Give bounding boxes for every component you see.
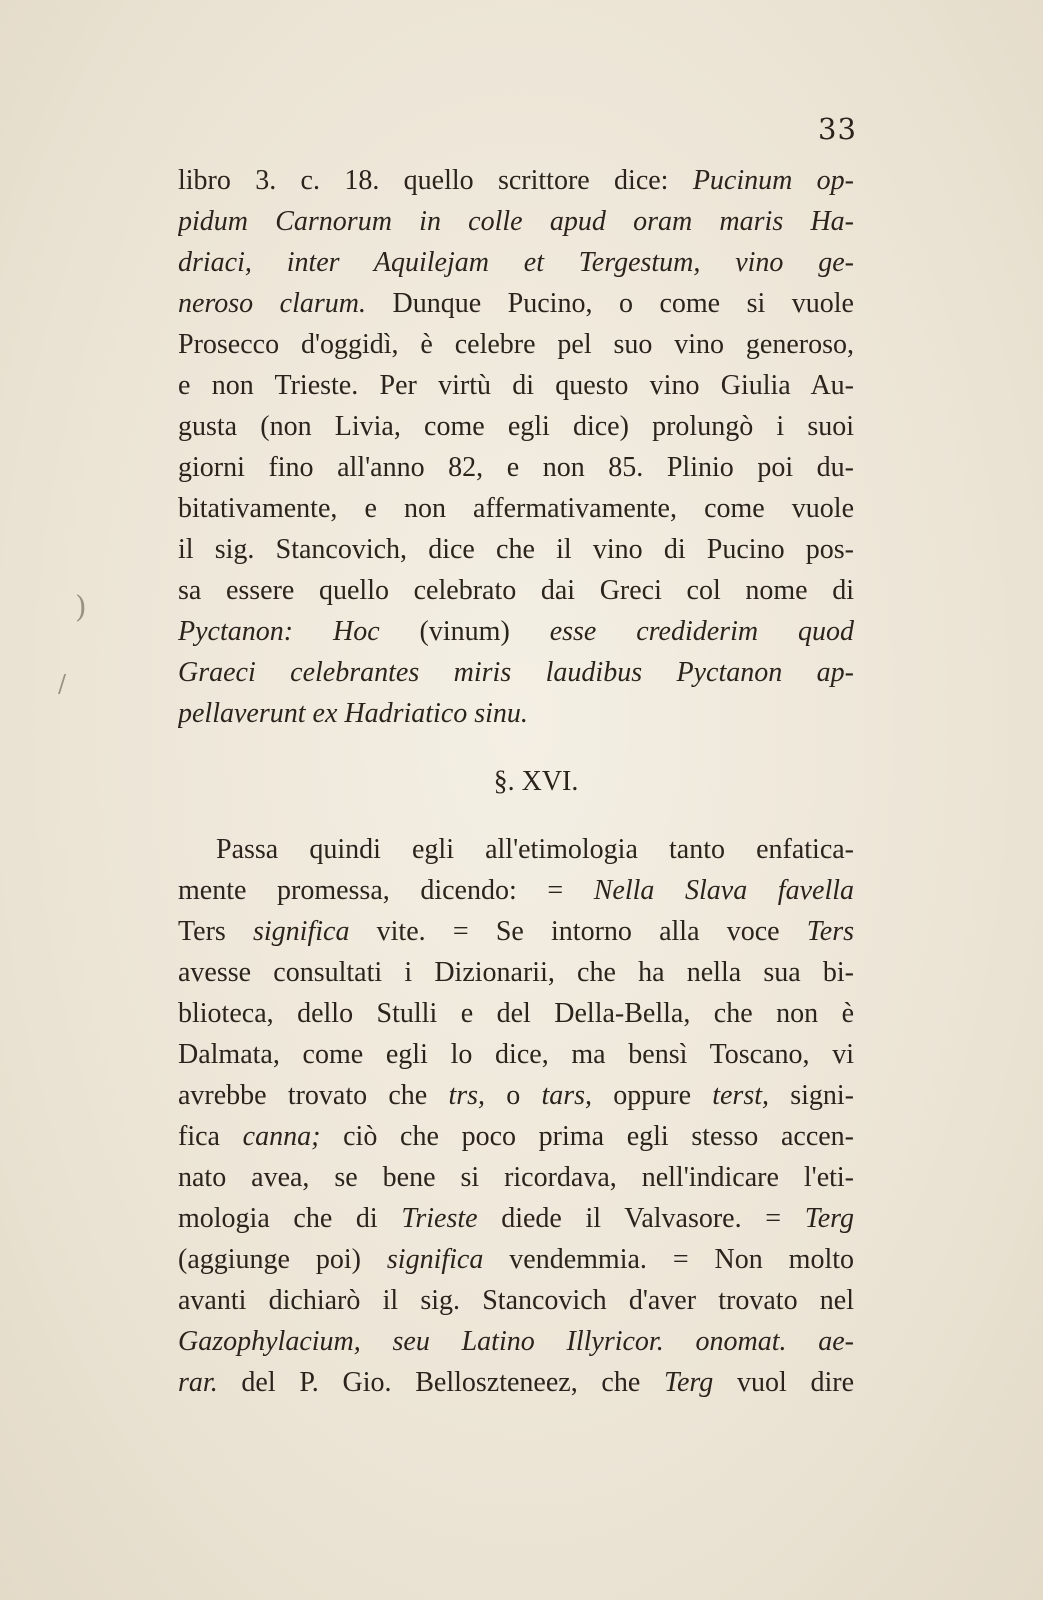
text-run: avanti dichiarò il sig. Stancovich d'aver trovato nel [178,1285,854,1316]
text-run: vuol dire [713,1367,854,1398]
text-run: giorni fino all'anno 82, e non 85. Plinio poi du- [178,452,854,483]
text-line [178,1321,854,1362]
text-line [178,160,854,201]
page-number: 33 [818,112,857,146]
italic-text: terst, [712,1080,769,1111]
italic-text: driaci, inter Aquilejam et Tergestum, vino ge- [178,247,854,278]
text-run: bitativamente, e non affermativamente, come vuole [178,493,854,524]
text-run: vite. = Se intorno alla voce [349,916,807,947]
text-line [178,952,854,993]
text-run: Dalmata, come egli lo dice, ma bensì Toscano, vi [178,1039,854,1070]
text-run: gusta (non Livia, come egli dice) prolungò i suoi [178,411,854,442]
text-line [178,1116,854,1157]
text-run: e non Trieste. Per virtù di questo vino Giulia Au- [178,370,854,401]
text-line [178,1362,854,1403]
text-line [178,570,854,611]
italic-text: Pucinum op- [692,165,854,196]
text-line [178,693,854,734]
italic-text: neroso clarum. [178,288,367,319]
italic-text: Terg [663,1367,714,1398]
paragraph [178,160,854,734]
text-line [178,870,854,911]
italic-text: Trieste [401,1203,478,1234]
text-run: (vinum) [379,616,550,647]
italic-text: Ters [806,916,854,947]
text-run: sa essere quello celebrato dai Greci col nome di [178,575,854,606]
paragraph [178,829,854,1403]
text-run: nato avea, se bene si ricordava, nell'indicare l'eti- [178,1162,854,1193]
italic-text: pidum Carnorum in colle apud oram maris Ha- [178,206,854,237]
text-line [178,529,854,570]
text-line [178,1239,854,1280]
text-run: mente promessa, dicendo: = [178,875,594,906]
text-run: avrebbe trovato che [178,1080,449,1111]
text-run: il sig. Stancovich, dice che il vino di Pucino pos- [178,534,854,565]
text-line [178,365,854,406]
text-run: vendemmia. = Non molto [483,1244,854,1275]
text-line [178,406,854,447]
italic-text: pellaverunt ex Hadriatico sinu. [178,698,528,729]
text-run: signi- [769,1080,854,1111]
text-run: del P. Gio. Belloszteneez, che [217,1367,664,1398]
text-line [178,201,854,242]
italic-text: trs, [448,1080,486,1111]
text-run: Ters [178,916,253,947]
text-line [178,1157,854,1198]
italic-text: significa [386,1244,484,1275]
text-line [178,283,854,324]
text-line [178,652,854,693]
text-line [178,324,854,365]
text-line [178,993,854,1034]
text-line [178,1198,854,1239]
text-line [178,1034,854,1075]
text-run: Passa quindi egli all'etimologia tanto enfatica- [216,834,854,865]
text-run: Dunque Pucino, o come si vuole [366,288,854,319]
text-line [178,1280,854,1321]
italic-text: rar. [178,1367,218,1398]
text-line [178,488,854,529]
text-line [178,447,854,488]
text-run: mologia che di [178,1203,402,1234]
page-body [178,160,854,1403]
text-line [178,242,854,283]
italic-text: Pyctanon: Hoc [178,616,380,647]
text-run: diede il Valvasore. = [477,1203,805,1234]
text-run: oppure [592,1080,713,1111]
margin-mark-tick: / [58,670,67,698]
text-run: (aggiunge poi) [178,1244,387,1275]
italic-text: tars, [541,1080,593,1111]
italic-text: esse crediderim quod [549,616,854,647]
text-run: libro 3. c. 18. quello scrittore dice: [178,165,693,196]
italic-text: Terg [804,1203,854,1234]
italic-text: Nella Slava favella [593,875,854,906]
section-heading: §. XVI. [493,766,579,797]
text-run: ciò che poco prima egli stesso accen- [320,1121,854,1152]
margin-mark-bracket: ) [75,590,87,625]
italic-text: canna; [242,1121,321,1152]
text-run: o [485,1080,542,1111]
italic-text: Graeci celebrantes miris laudibus Pyctanon ap- [178,657,854,688]
text-line [178,911,854,952]
text-run: blioteca, dello Stulli e del Della-Bella, che non è [178,998,854,1029]
text-run: Prosecco d'oggidì, è celebre pel suo vino generoso, [178,329,854,360]
text-run: fica [178,1121,243,1152]
italic-text: Gazophylacium, seu Latino Illyricor. onomat. ae- [178,1326,854,1357]
italic-text: significa [253,916,350,947]
text-line [178,1075,854,1116]
text-run: avesse consultati i Dizionarii, che ha nella sua bi- [178,957,854,988]
text-line [178,829,854,870]
text-line [178,611,854,652]
